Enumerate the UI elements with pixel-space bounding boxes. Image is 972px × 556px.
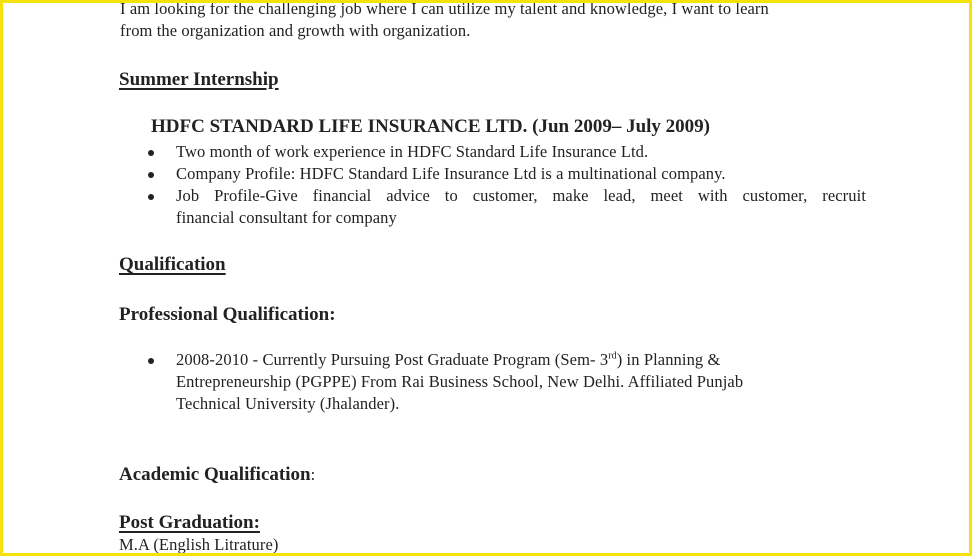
bullet-icon xyxy=(148,194,154,200)
academic-qualification-heading xyxy=(119,464,315,486)
summer-internship-heading: Summer Internship xyxy=(119,69,279,90)
objective-line-1: I am looking for the challenging job where I can utilize my talent and knowledge, I want to learn xyxy=(120,0,769,18)
professional-item-line-1 xyxy=(176,350,720,370)
qualification-heading: Qualification xyxy=(119,254,226,275)
professional-qualification-heading: Professional Qualification: xyxy=(119,304,336,325)
bullet-icon xyxy=(148,172,154,178)
professional-item-line-3: Technical University (Jhalander). xyxy=(176,394,400,413)
professional-item-text-a: 2008-2010 - Currently Pursuing Post Graduate Program (Sem- 3 xyxy=(176,350,609,369)
academic-qualification-label: Academic Qualification xyxy=(119,464,311,485)
objective-line-2: from the organization and growth with organization. xyxy=(120,21,471,40)
professional-item-superscript: rd xyxy=(608,350,617,362)
post-graduation-detail: M.A (English Litrature) xyxy=(119,535,279,554)
post-graduation-heading: Post Graduation: xyxy=(119,512,260,533)
internship-bullet-3-line-1: Job Profile-Give financial advice to customer, make lead, meet with customer, recruit xyxy=(176,186,866,205)
internship-bullet-2: Company Profile: HDFC Standard Life Insurance Ltd is a multinational company. xyxy=(176,164,726,183)
bullet-icon xyxy=(148,150,154,156)
academic-qualification-colon: : xyxy=(310,465,316,484)
internship-company-title: HDFC STANDARD LIFE INSURANCE LTD. (Jun 2009– July 2009) xyxy=(151,116,710,137)
professional-item-line-2: Entrepreneurship (PGPPE) From Rai Business School, New Delhi. Affiliated Punjab xyxy=(176,372,744,391)
professional-item-text-b: ) in Planning & xyxy=(616,350,721,369)
internship-bullet-3-line-2: financial consultant for company xyxy=(176,208,397,227)
internship-bullet-1: Two month of work experience in HDFC Standard Life Insurance Ltd. xyxy=(176,142,649,161)
bullet-icon xyxy=(148,358,154,364)
